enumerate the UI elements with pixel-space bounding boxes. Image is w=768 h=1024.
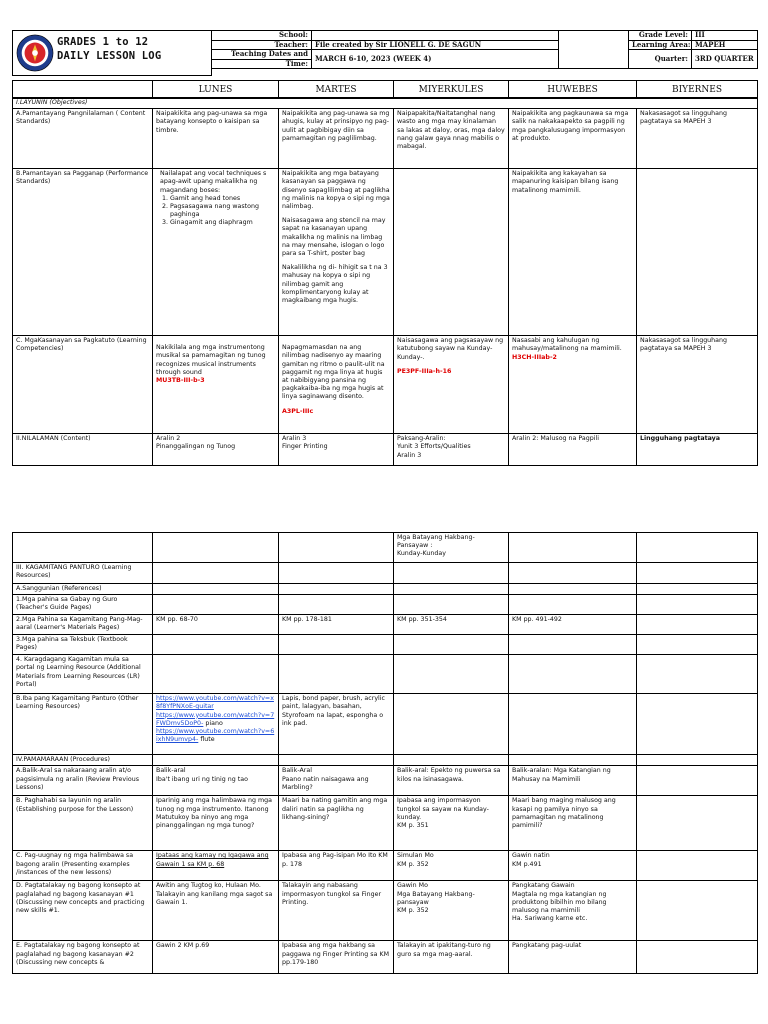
area-value: MAPEH (692, 40, 758, 50)
quarter-value: 3RD QUARTER (692, 50, 758, 69)
cell-c-miyerkules: Naisasagawa ang pagsasayaw ng katutubong sayaw na Kunday-Kunday-. PE3PF-IIIa-h-16 (394, 336, 509, 434)
content-standards-label: A.Pamantayang Pangnilalaman ( Content Standards) (13, 109, 153, 169)
iba-pang-label: B.Iba pang Kagamitang Panturo (Other Learning Resources) (13, 694, 153, 755)
cell-km-huwebes: KM pp. 491-492 (509, 615, 637, 635)
cell-pd-miyerkules: Gawin Mo Mga Batayang Hakbang-pansayaw KM p. 352 (394, 881, 509, 941)
youtube-link-guitar[interactable]: https://www.youtube.com/watch?v=x8f8YfPNXoE-guitar (156, 695, 274, 711)
cell-b-martes: Naipakikita ang mga batayang kasanayan sa paggawa ng disenyo sapaglilimbag at paglikha ng malinis na kopya o sipi ng mga nalimbag. Naisasagawa ang stencil na may sapat na kasanayan upang makalikha ng malinis na limbag na may mensahe, islogan o logo para sa T-shirt, poster bag Nakalilikha ng di- hihigit sa t na 3 mahusay na kopya o sipi ng nilimbag gamit ang komplimentaryong kulay at magkaibang mga hugis. (279, 169, 394, 336)
header-title-line1: GRADES 1 to 12 (57, 36, 149, 48)
resources-procedures-table (12, 532, 758, 974)
school-label: School: (212, 31, 312, 41)
cell-pc-huwebes: Gawin natin KM p.491 (509, 851, 637, 881)
cell-c-lunes: Nakikilala ang mga instrumentong musikal sa pamamagitan ng tunog recognizes musical instruments through sound MU3TB-III-b-3 (153, 336, 279, 434)
nilalaman-label: II.NILALAMAN (Content) (13, 434, 153, 466)
cell-c-huwebes: Nasasabi ang kahulugan ng mahusay/matalinong na mamimili. H3CH-IIIab-2 (509, 336, 637, 434)
pag-uugnay-label: C. Pag-uugnay ng mga halimbawa sa bagong aralin (Presenting examples /instances of the new lessons) (13, 851, 153, 881)
quarter-label: Quarter: (629, 50, 692, 69)
teksbuk-label: 3.Mga pahina sa Teksbuk (Textbook Pages) (13, 635, 153, 655)
list-item: 3. Ginagamit ang diaphragm (170, 219, 275, 227)
cell-pa-miyerkules: Balik-aral: Epekto ng puwersa sa kilos na isinasagawa. (394, 766, 509, 796)
cell-a-lunes: Naipakikita ang pag-unawa sa mga batayang konsepto o kaisipan sa timbre. (153, 109, 279, 169)
youtube-link-flute[interactable]: https://www.youtube.com/watch?v=6ixhN9umvp4- (156, 728, 275, 744)
teacher-label: Teacher: (212, 40, 312, 50)
day-miyerkules: MIYERKULES (394, 81, 509, 99)
cell-pe-martes: Ipabasa ang mga hakbang sa paggawa ng Finger Printing sa KM pp.179-180 (279, 941, 394, 974)
area-label: Learning Area: (629, 40, 692, 50)
kagamitan-label: III. KAGAMITANG PANTURO (Learning Resources) (13, 563, 153, 584)
cell-b-miyerkules (394, 169, 509, 336)
pagtatalakay-1-label: D. Pagtatalakay ng bagong konsepto at paglalahad ng bagong kasanayan #1 (Discussing new concepts and practicing new skills #1. (13, 881, 153, 941)
cell-a-biyernes: Nakasasagot sa lingguhang pagtataya sa MAPEH 3 (637, 109, 758, 169)
paghahabi-label: B. Paghahabi sa layunin ng aralin (Establishing purpose for the Lesson) (13, 796, 153, 851)
cell-c-biyernes: Nakasasagot sa lingguhang pagtataya sa MAPEH 3 (637, 336, 758, 434)
cell-n-huwebes: Aralin 2: Malusog na Pagpili (509, 434, 637, 466)
dates-label: Teaching Dates and (212, 50, 312, 60)
objectives-table (12, 97, 758, 466)
pagtatalakay-2-label: E. Pagtatalakay ng bagong konsepto at paglalahad ng bagong kasanayan #2 (Discussing new concepts & (13, 941, 153, 974)
karagdagang-label: 4. Karagdagang Kagamitan mula sa portal ng Learning Resource (Additional Materials from Learning Resources (LR) Portal) (13, 655, 153, 694)
cell-pc-martes: Ipabasa ang Pag-isipan Mo Ito KM p. 178 (279, 851, 394, 881)
youtube-link-piano[interactable]: https://www.youtube.com/watch?v=7FWDmv5DoP0- (156, 711, 275, 727)
cell-pb-miyerkules: Ipabasa ang impormasyon tungkol sa sayaw na Kunday-kunday. KM p. 351 (394, 796, 509, 851)
header-title-line2: DAILY LESSON LOG (57, 50, 162, 62)
cell-c-martes: Napagmamasdan na ang nilimbag nadisenyo ay maaring gamitan ng ritmo o paulit-ulit na paggamit ng mga linya at hugis at nabibigyang pansina ng pagkakaiba-iba ng mga hugis at linya saginawang disento. A3PL-IIIc (279, 336, 394, 434)
layunin-heading: I.LAYUNIN (Objectives) (13, 98, 758, 109)
cell-pa-huwebes: Balik-aralan: Mga Katangian ng Mahusay na Mamimili (509, 766, 637, 796)
performance-standards-label: B.Pamantayan sa Pagganap (Performance Standards) (13, 169, 153, 336)
cell-iba-lunes: https://www.youtube.com/watch?v=x8f8YfPNXoE-guitar https://www.youtube.com/watch?v=7FWDmv5DoP0- piano https://www.youtube.com/watch?v=6ixhN9umvp4- flute (153, 694, 279, 755)
cell-pd-lunes: Awitin ang Tugtog ko, Hulaan Mo. Talakayin ang kanilang mga sagot sa Gawain 1. (153, 881, 279, 941)
cell-pa-lunes: Balik-aral Iba't ibang uri ng tinig ng tao (153, 766, 279, 796)
grade-label: Grade Level: (629, 31, 692, 41)
grade-value: III (692, 31, 758, 41)
cell-n-martes: Aralin 3 Finger Printing (279, 434, 394, 466)
cell-km-lunes: KM pp. 68-70 (153, 615, 279, 635)
competency-code: PE3PF-IIIa-h-16 (397, 367, 452, 375)
balik-aral-label: A.Balik-Aral sa nakaraang aralin at/o pagsisimula ng aralin (Review Previous Lessons) (13, 766, 153, 796)
cell-b-huwebes: Naipakikita ang kakayahan sa mapanuring kaisipan bilang isang matalinong mamimili. (509, 169, 637, 336)
cell-km-miyerkules: KM pp. 351-354 (394, 615, 509, 635)
deped-seal-icon (16, 34, 54, 72)
cell-iba-martes: Lapis, bond paper, brush, acrylic paint, lalagyan, basahan, Styrofoam na lapat, espongha o ink pad. (279, 694, 394, 755)
competency-code: H3CH-IIIab-2 (512, 353, 557, 361)
cell-pe-miyerkules: Talakayin at ipakitang-turo ng guro sa mga mag-aaral. (394, 941, 509, 974)
teacher-value: File created by Sir LIONELL G. DE SAGUN (312, 40, 559, 50)
cell-cont-miyerkules: Mga Batayang Hakbang-Pansayaw : Kunday-Kunday (394, 533, 509, 563)
pamamaraan-label: IV.PAMAMARAAN (Procedures) (13, 755, 153, 766)
dates-value: MARCH 6-10, 2023 (WEEK 4) (312, 50, 559, 69)
kagamitang-pang-label: 2.Mga Pahina sa Kagamitang Pang-Mag-aaral (Learner's Materials Pages) (13, 615, 153, 635)
day-martes: MARTES (279, 81, 394, 99)
cell-b-biyernes (637, 169, 758, 336)
day-biyernes: BIYERNES (637, 81, 758, 99)
header-info-table (211, 30, 758, 69)
day-huwebes: HUWEBES (509, 81, 637, 99)
cell-pb-martes: Maari ba nating gamitin ang mga daliri natin sa paglikha ng likhang-sining? (279, 796, 394, 851)
cell-pe-lunes: Gawin 2 KM p.69 (153, 941, 279, 974)
cell-pb-huwebes: Maari bang maging malusog ang kasapi ng pamilya ninyo sa pamamagitan ng matalinong pamimili? (509, 796, 637, 851)
cell-n-lunes: Aralin 2 Pinanggalingan ng Tunog (153, 434, 279, 466)
cell-pd-huwebes: Pangkatang Gawain Magtala ng mga katangian ng produktong bibilhin mo bilang malusog na mamimili Ha. Sariwang karne etc. (509, 881, 637, 941)
sanggunian-label: A.Sanggunian (References) (13, 584, 153, 595)
gabay-label: 1.Mga pahina sa Gabay ng Guro (Teacher's Guide Pages) (13, 595, 153, 615)
cell-pe-huwebes: Pangkatang pag-uulat (509, 941, 637, 974)
cell-n-biyernes: Lingguhang pagtataya (637, 434, 758, 466)
header-title-box (12, 30, 212, 76)
cell-pb-lunes: Iparinig ang mga halimbawa ng mga tunog ng mga instrumento. Itanong Matutukoy ba ninyo ang mga pinanggalingan ng mga tunog? (153, 796, 279, 851)
list-item: 2. Pagsasagawa nang wastong paghinga (170, 203, 275, 219)
cell-a-miyerkules: Naipapakita/Naitatanghal nang wasto ang mga may kinalaman sa lakas at daloy, oras, mga daloy nang galaw gaya nnag mabilis o mabagal. (394, 109, 509, 169)
competency-code: A3PL-IIIc (282, 407, 314, 415)
competencies-label: C. MgaKasanayan sa Pagkatuto (Learning Competencies) (13, 336, 153, 434)
cell-km-martes: KM pp. 178-181 (279, 615, 394, 635)
cell-a-martes: Naipakikita ang pag-unawa sa mg ahugis, kulay at prinsipyo ng pag-uulit at pagbibigay diin sa pamamagitan ng paglilimbag. (279, 109, 394, 169)
vocal-techniques-list (156, 195, 275, 228)
cell-pc-lunes: Ipataas ang kamay ng Igagawa ang Gawain 1 sa KM p. 68 (153, 851, 279, 881)
cell-a-huwebes: Naipakikita ang pagkaunawa sa mga salik na nakakaapekto sa pagpili ng mga pangkalusugang impormasyon at produkto. (509, 109, 637, 169)
cell-pa-martes: Balik-Aral Paano natin naisagawa ang Marbling? (279, 766, 394, 796)
competency-code: MU3TB-III-b-3 (156, 377, 205, 385)
school-value (312, 31, 559, 41)
dates-label-time: Time: (212, 59, 312, 69)
day-lunes: LUNES (153, 81, 279, 99)
cell-pd-martes: Talakayin ang nabasang impormasyon tungkol sa Finger Printing. (279, 881, 394, 941)
cell-n-miyerkules: Paksang-Aralin: Yunit 3 Efforts/Qualities Aralin 3 (394, 434, 509, 466)
list-item: 1. Gamit ang head tones (170, 195, 275, 203)
cell-pc-miyerkules: Simulan Mo KM p. 352 (394, 851, 509, 881)
cell-b-lunes: Nailalapat ang vocal techniques s apag-awit upang makalikha ng magandang boses: 1. Gamit ang head tones 2. Pagsasagawa nang wastong paghinga 3. Ginagamit ang diaphragm (153, 169, 279, 336)
